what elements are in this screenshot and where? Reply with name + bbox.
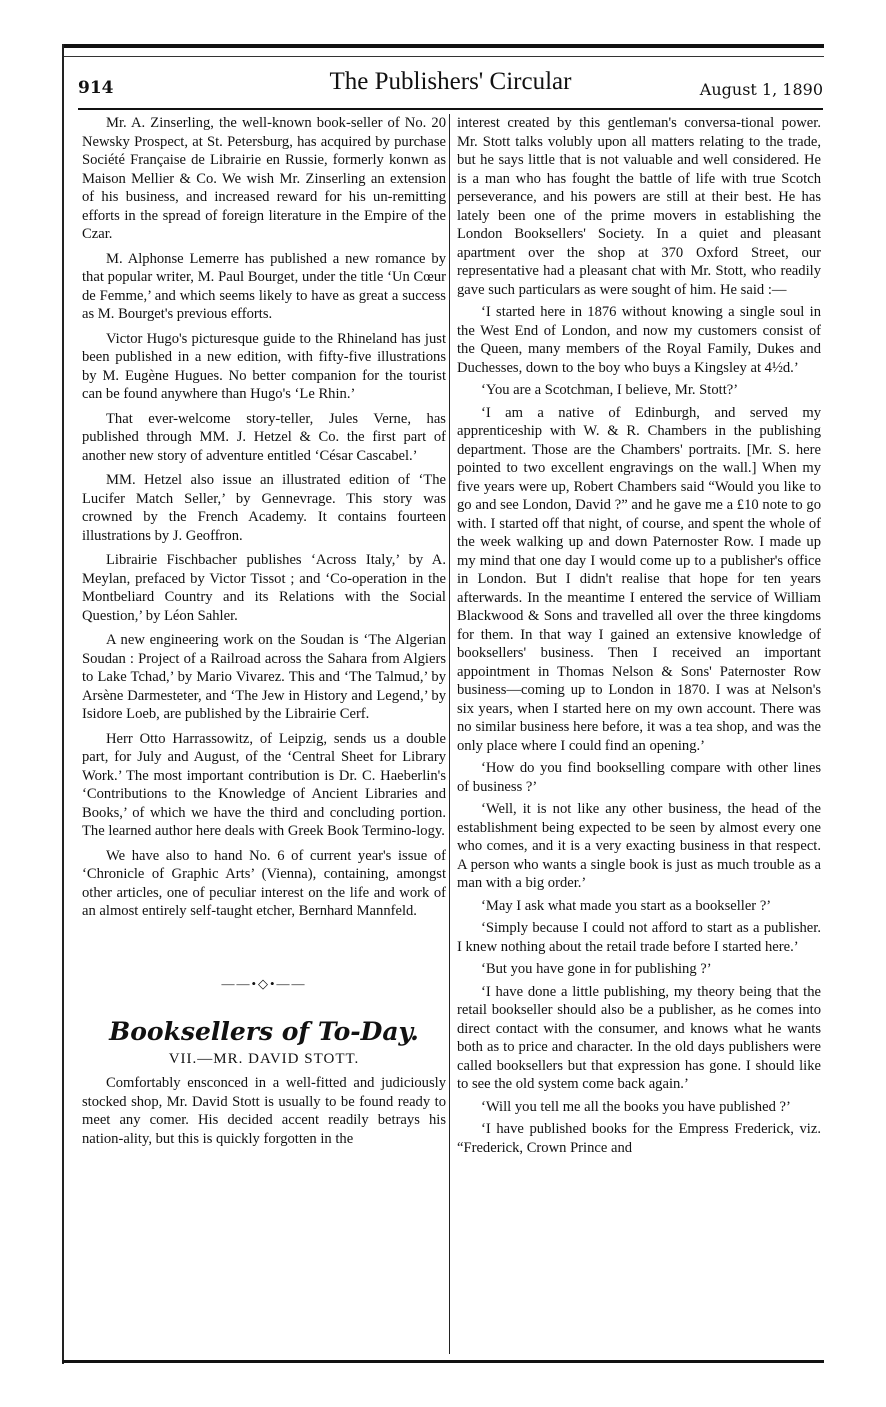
section-title: Booksellers of To-Day. [109,1017,419,1046]
paragraph: M. Alphonse Lemerre has published a new romance by that popular writer, M. Paul Bourget, under the title ‘Un Cœur de Femme,’ and which seems likely to have as great a success as M. Bourget's previous efforts. [82,250,446,322]
paragraph: Comfortably ensconced in a well-fitted and judiciously stocked shop, Mr. David Stott is usually to be found ready to meet any comer. His decided accent readily betrays his nation-ality, but this is quickly forgotten in the [82,1075,446,1147]
journal-title: The Publishers' Circular [329,68,572,95]
right-column [457,114,821,1161]
paragraph: ‘But you have gone in for publishing ?’ [481,961,712,977]
paragraph: ‘I am a native of Edinburgh, and served my apprenticeship with W. & R. Chambers in the publishing department. Those are the Chambers' portraits. [Mr. S. here pointed to two excellent engravings on the wall.] When my five years were up, Robert Chambers said “Would you like to go and see London, David ?” and he gave me a £10 note to go with. I started off that night, of course, and spent the whole of the week walking up and down Paternoster Row. I made up my mind that one day I would come up to a publisher's office in London. But I didn't realise that hope for ten years afterwards. In the meantime I entered the service of William Blackwood & Sons and travelled all over the three kingdoms for them. In that way I gained an extensive knowledge of booksellers' business. Then I received an important appointment in Thomas Nelson & Sons' Paternoster Row business—coming up to London in 1870. I was at Nelson's six years, when I started here on my own account. There was no similar business here before, it was a tea shop, and was the only place where I could find an opening.’ [457,404,821,754]
paragraph: Librairie Fischbacher publishes ‘Across Italy,’ by A. Meylan, prefaced by Victor Tissot ; and ‘Co-operation in the Montbeliard Country and its Relations with the Social Question,’ by Léon Sahler. [82,552,446,624]
paragraph: interest created by this gentleman's conversa-tional power. Mr. Stott talks volubly upon all matters relating to the trade, but he says little that is not valuable and well considered. He is a man who has fought the battle of life with true Scotch perseverance, and his powers are still at their best. He has lately been one of the prime movers in establishing the London Booksellers' Society. In a quiet and pleasant apartment over the shop at 370 Oxford Street, our representative had a pleasant chat with Mr. Stott, who readily gave such particulars as were sought of him. He said :— [457,115,821,298]
paragraph: A new engineering work on the Soudan is ‘The Algerian Soudan : Project of a Railroad across the Sahara from Algiers to Lake Tchad,’ by Mario Vivarez. This and ‘The Talmud,’ by Arsène Darmesteter, and ‘The Jew in History and Legend,’ by Isidore Loeb, are published by the Librairie Cerf. [82,632,446,722]
paragraph: ‘I have done a little publishing, my theory being that the retail bookseller should also be a publisher, as he comes into direct contact with the consumer, and knows what he wants both as to price and character. In the old days publishers were called booksellers but that expression has gone. I should like to see the old system come back again.’ [457,983,821,1092]
paragraph: ‘May I ask what made you start as a bookseller ?’ [481,897,772,914]
section-subtitle: VII.—MR. DAVID STOTT. [168,1050,360,1067]
paragraph: Victor Hugo's picturesque guide to the Rhineland has just been published in a new edition, with fifty-five illustrations by M. Eugène Hugues. No better companion for the tourist can be found anywhere than Hugo's ‘Le Rhin.’ [82,330,446,402]
left-rule [62,44,64,1364]
paragraph: ‘Will you tell me all the books you have published ?’ [481,1098,791,1115]
column-divider [449,114,450,1354]
paragraph: ‘Well, it is not like any other business, the head of the establishment being expected to be seen by almost every one who comes, and it is a very exacting business in that respect. A person who wants a single book is just as much trouble as a man with a big order.’ [457,801,821,891]
section-ornament: ——•◇•—— [221,975,307,991]
top-rule-thin [62,56,824,57]
paragraph: ‘You are a Scotchman, I believe, Mr. Stott?’ [481,382,739,398]
page-header [78,68,823,110]
paragraph: ‘How do you find bookselling compare with other lines of business ?’ [457,760,821,795]
top-rule [62,44,824,48]
paragraph: That ever-welcome story-teller, Jules Verne, has published through MM. J. Hetzel & Co. the first part of another new story of adventure entitled ‘César Cascabel.’ [82,410,446,464]
paragraph: Herr Otto Harrassowitz, of Leipzig, sends us a double part, for July and August, of the ‘Central Sheet for Library Work.’ The most important contribution is Dr. C. Haeberlin's ‘Contributions to the Knowledge of Ancient Libraries and Books,’ of which we have the third and concluding portion. The learned author here deals with Greek Book Termino-logy. [82,730,446,839]
paragraph: Mr. A. Zinserling, the well-known book-seller of No. 20 Newsky Prospect, at St. Petersburg, has acquired by purchase Société Française de Librairie en Russie, formerly konwn as Maison Mellier & Co. We wish Mr. Zinserling an extension of his business, and increased reward for his un-remitting efforts in the spread of foreign literature in the Empire of the Czar. [82,115,446,242]
paragraph: MM. Hetzel also issue an illustrated edition of ‘The Lucifer Match Seller,’ by Gennevrage. This story was crowned by the French Academy. It contains fourteen illustrations by J. Geoffron. [82,472,446,544]
paragraph: ‘Simply because I could not afford to start as a publisher. I knew nothing about the retail trade before I started here.’ [457,920,821,955]
paragraph: ‘I started here in 1876 without knowing a single soul in the West End of London, and now my customers consist of the Queen, many members of the Royal Family, Dukes and Duchesses, down to the boy who buys a Kingsley at 4½d.’ [457,304,821,376]
page-number: 914 [78,78,114,98]
left-column [82,114,446,1154]
issue-date: August 1, 1890 [699,80,823,99]
paragraph: ‘I have published books for the Empress Frederick, viz. “Frederick, Crown Prince and [457,1121,821,1156]
paragraph: We have also to hand No. 6 of current year's issue of ‘Chronicle of Graphic Arts’ (Vienna), containing, amongst other articles, one of peculiar interest on the life and work of an almost entirely self-taught etcher, Bernhard Mannfeld. [82,847,446,919]
bottom-rule [62,1360,824,1363]
